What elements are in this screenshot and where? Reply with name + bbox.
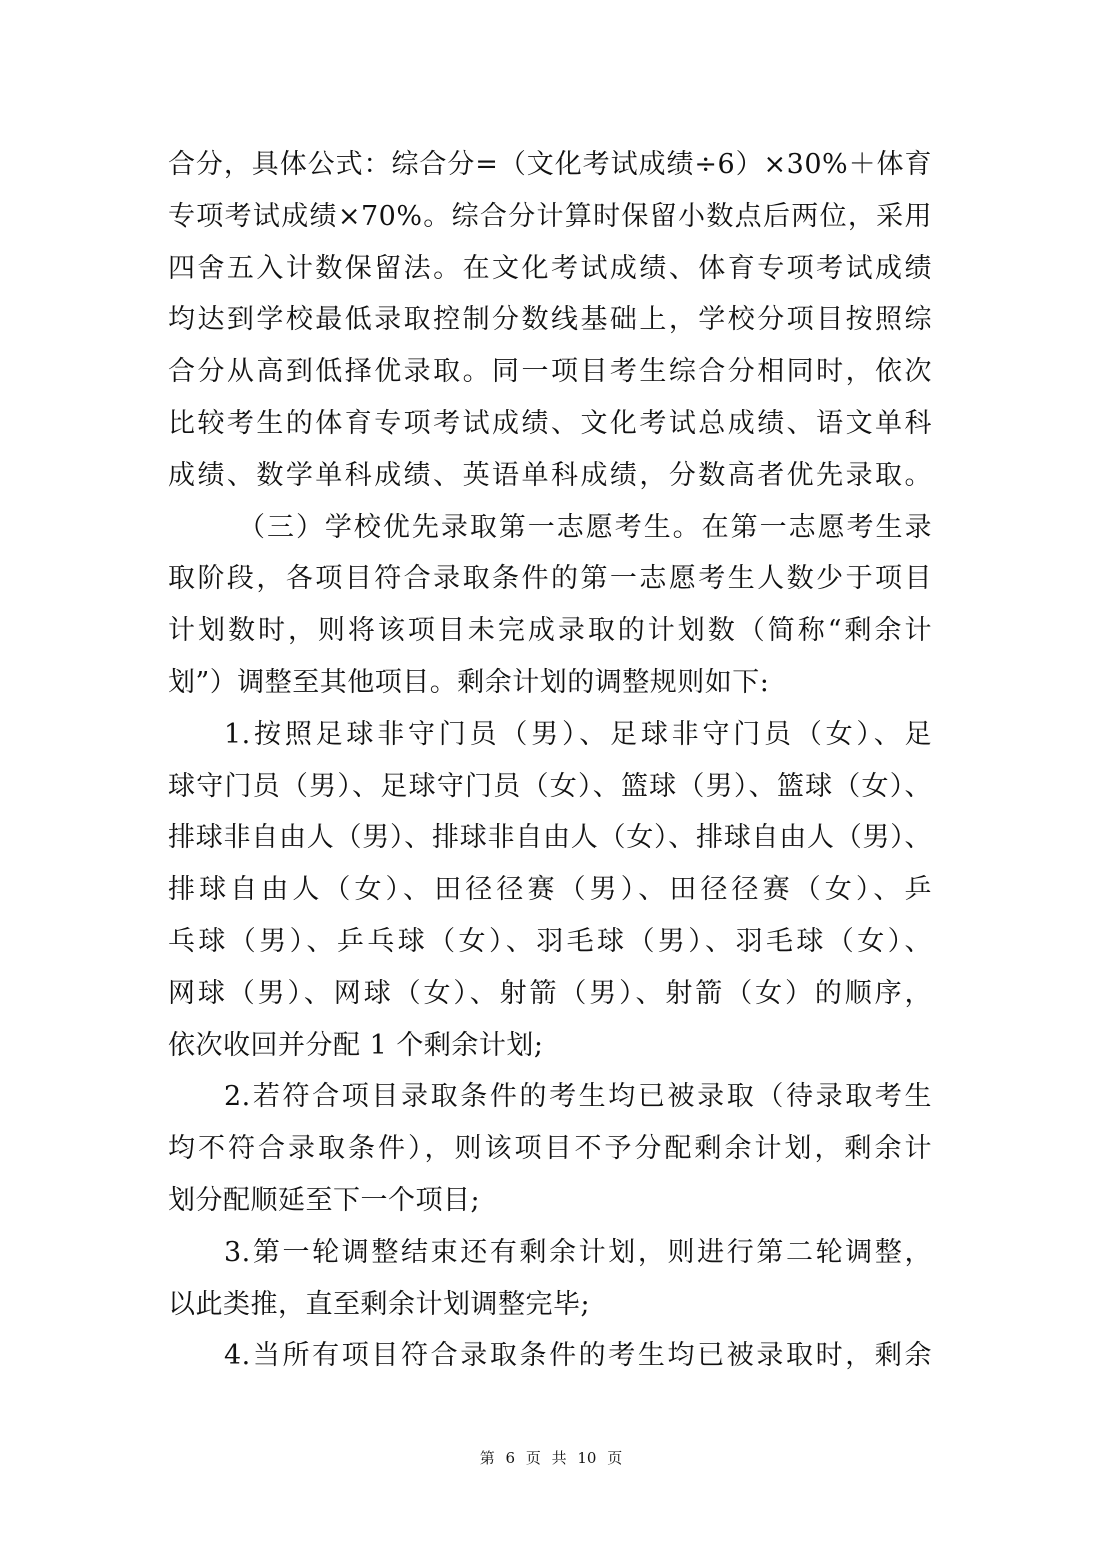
text-line: 排球自由人（女）、田径径赛（男）、田径径赛（女）、乒 (168, 874, 932, 906)
text-line: 计划数时，则将该项目未完成录取的计划数（简称“剩余计 (168, 615, 932, 647)
text-line: 合分，具体公式：综合分=（文化考试成绩÷6）×30%＋体育 (168, 149, 932, 180)
list-item-line: 3.第一轮调整结束还有剩余计划，则进行第二轮调整， (224, 1236, 932, 1268)
list-item-line: 1.按照足球非守门员（男）、足球非守门员（女）、足 (224, 718, 932, 750)
text-line: 划”）调整至其他项目。剩余计划的调整规则如下: (168, 666, 770, 698)
text-line: 排球非自由人（男）、排球非自由人（女）、排球自由人（男）、 (168, 822, 932, 854)
page-number-footer: 第 6 页 共 10 页 (479, 1449, 623, 1467)
text-line: 依次收回并分配 1 个剩余计划; (168, 1029, 544, 1061)
text-line: 球守门员（男）、足球守门员（女）、篮球（男）、篮球（女）、 (168, 770, 932, 802)
text-line: 合分从高到低择优录取。同一项目考生综合分相同时，依次 (168, 356, 932, 388)
text-line: 成绩、数学单科成绩、英语单科成绩，分数高者优先录取。 (168, 459, 932, 491)
text-line: 划分配顺延至下一个项目; (168, 1184, 481, 1216)
text-line: 专项考试成绩×70%。综合分计算时保留小数点后两位，采用 (168, 200, 932, 232)
list-item-line: 4.当所有项目符合录取条件的考生均已被录取时，剩余 (224, 1340, 932, 1372)
text-line: 乓球（男）、乒乓球（女）、羽毛球（男）、羽毛球（女）、 (168, 925, 932, 957)
text-line: 比较考生的体育专项考试成绩、文化考试总成绩、语文单科 (168, 407, 932, 439)
text-line: 四舍五入计数保留法。在文化考试成绩、体育专项考试成绩 (168, 252, 932, 284)
text-line: 均达到学校最低录取控制分数线基础上，学校分项目按照综 (168, 304, 932, 336)
text-line: 以此类推，直至剩余计划调整完毕; (168, 1288, 591, 1320)
document-body (168, 143, 932, 1386)
section-heading-line: （三）学校优先录取第一志愿考生。在第一志愿考生录 (238, 511, 932, 543)
list-item-line: 2.若符合项目录取条件的考生均已被录取（待录取考生 (224, 1081, 932, 1113)
text-line: 取阶段，各项目符合录取条件的第一志愿考生人数少于项目 (168, 563, 932, 595)
text-line: 网球（男）、网球（女）、射箭（男）、射箭（女）的顺序， (168, 977, 932, 1009)
text-line: 均不符合录取条件），则该项目不予分配剩余计划，剩余计 (168, 1133, 932, 1165)
